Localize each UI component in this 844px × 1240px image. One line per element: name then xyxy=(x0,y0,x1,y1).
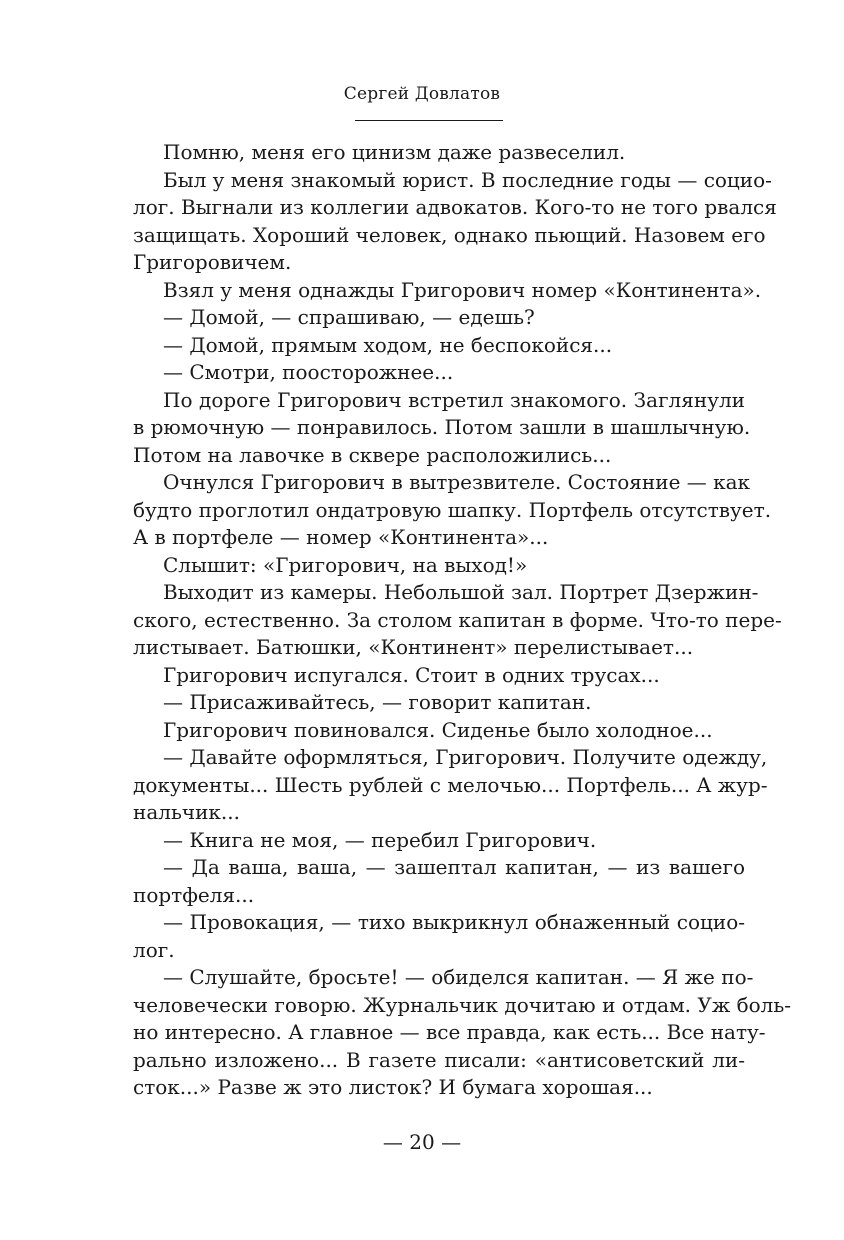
text-line: — Домой, — спрашиваю, — едешь? xyxy=(163,305,535,329)
text-line: рально изложено... В газете писали: «антисоветский ли- xyxy=(133,1047,745,1072)
text-line: в рюмочную — понравилось. Потом зашли в шашлычную. xyxy=(133,415,751,439)
text-line: Очнулся Григорович в вытрезвителе. Состояние — как xyxy=(163,470,751,494)
header-rule xyxy=(355,120,503,121)
text-line: Григорович повиновался. Сиденье было холодное... xyxy=(163,717,713,742)
text-line: ского, естественно. За столом капитан в форме. Что-то пере- xyxy=(133,607,782,632)
text-line: А в портфеле — номер «Континента»... xyxy=(133,525,549,549)
text-line: документы... Шесть рублей с мелочью... Портфель... А жур- xyxy=(133,772,768,797)
text-line: — Слушайте, бросьте! — обиделся капитан. — Я же по- xyxy=(163,965,754,989)
text-line: будто проглотил ондатровую шапку. Портфель отсутствует. xyxy=(133,497,772,522)
text-line: Григорович испугался. Стоит в одних трусах... xyxy=(163,662,660,687)
text-line: Выходит из камеры. Небольшой зал. Портрет Дзержин- xyxy=(163,580,759,604)
text-line: человечески говорю. Журнальчик дочитаю и отдам. Уж боль- xyxy=(133,992,792,1017)
text-line: защищать. Хороший человек, однако пьющий. Назовем его xyxy=(133,222,766,247)
text-line: Взял у меня однажды Григорович номер «Континента». xyxy=(163,277,762,302)
text-line: сток...» Разве ж это листок? И бумага хорошая... xyxy=(133,1075,653,1099)
page-number: — 20 — xyxy=(382,1130,462,1154)
text-line: По дороге Григорович встретил знакомого. Заглянули xyxy=(163,387,745,412)
text-line: — Смотри, поосторожнее... xyxy=(163,360,454,384)
text-line: Григоровичем. xyxy=(133,250,292,274)
text-line: нальчик... xyxy=(133,800,240,824)
text-line: но интересно. А главное — все правда, как есть... Все нату- xyxy=(133,1020,766,1044)
text-line: лог. xyxy=(133,937,175,962)
text-line: Потом на лавочке в сквере расположились... xyxy=(133,442,612,467)
text-line: листывает. Батюшки, «Континент» перелистывает... xyxy=(133,635,694,659)
running-head-author: Сергей Довлатов xyxy=(343,84,501,104)
text-line: портфеля... xyxy=(133,882,255,907)
text-line: — Да ваша, ваша, — зашептал капитан, — из вашего xyxy=(163,855,745,879)
text-line: — Провокация, — тихо выкрикнул обнаженный социо- xyxy=(163,910,745,934)
text-line: Помню, меня его цинизм даже развеселил. xyxy=(163,140,626,164)
text-line: — Присаживайтесь, — говорит капитан. xyxy=(163,690,592,714)
text-line: лог. Выгнали из коллегии адвокатов. Кого-то не того рвался xyxy=(133,195,777,219)
body-text xyxy=(133,139,792,1102)
text-line: Был у меня знакомый юрист. В последние годы — социо- xyxy=(163,167,772,192)
text-line: Слышит: «Григорович, на выход!» xyxy=(163,552,528,577)
text-line: — Домой, прямым ходом, не беспокойся... xyxy=(163,332,613,357)
text-line: — Книга не моя, — перебил Григорович. xyxy=(163,827,597,852)
text-line: — Давайте оформляться, Григорович. Получите одежду, xyxy=(163,745,768,769)
